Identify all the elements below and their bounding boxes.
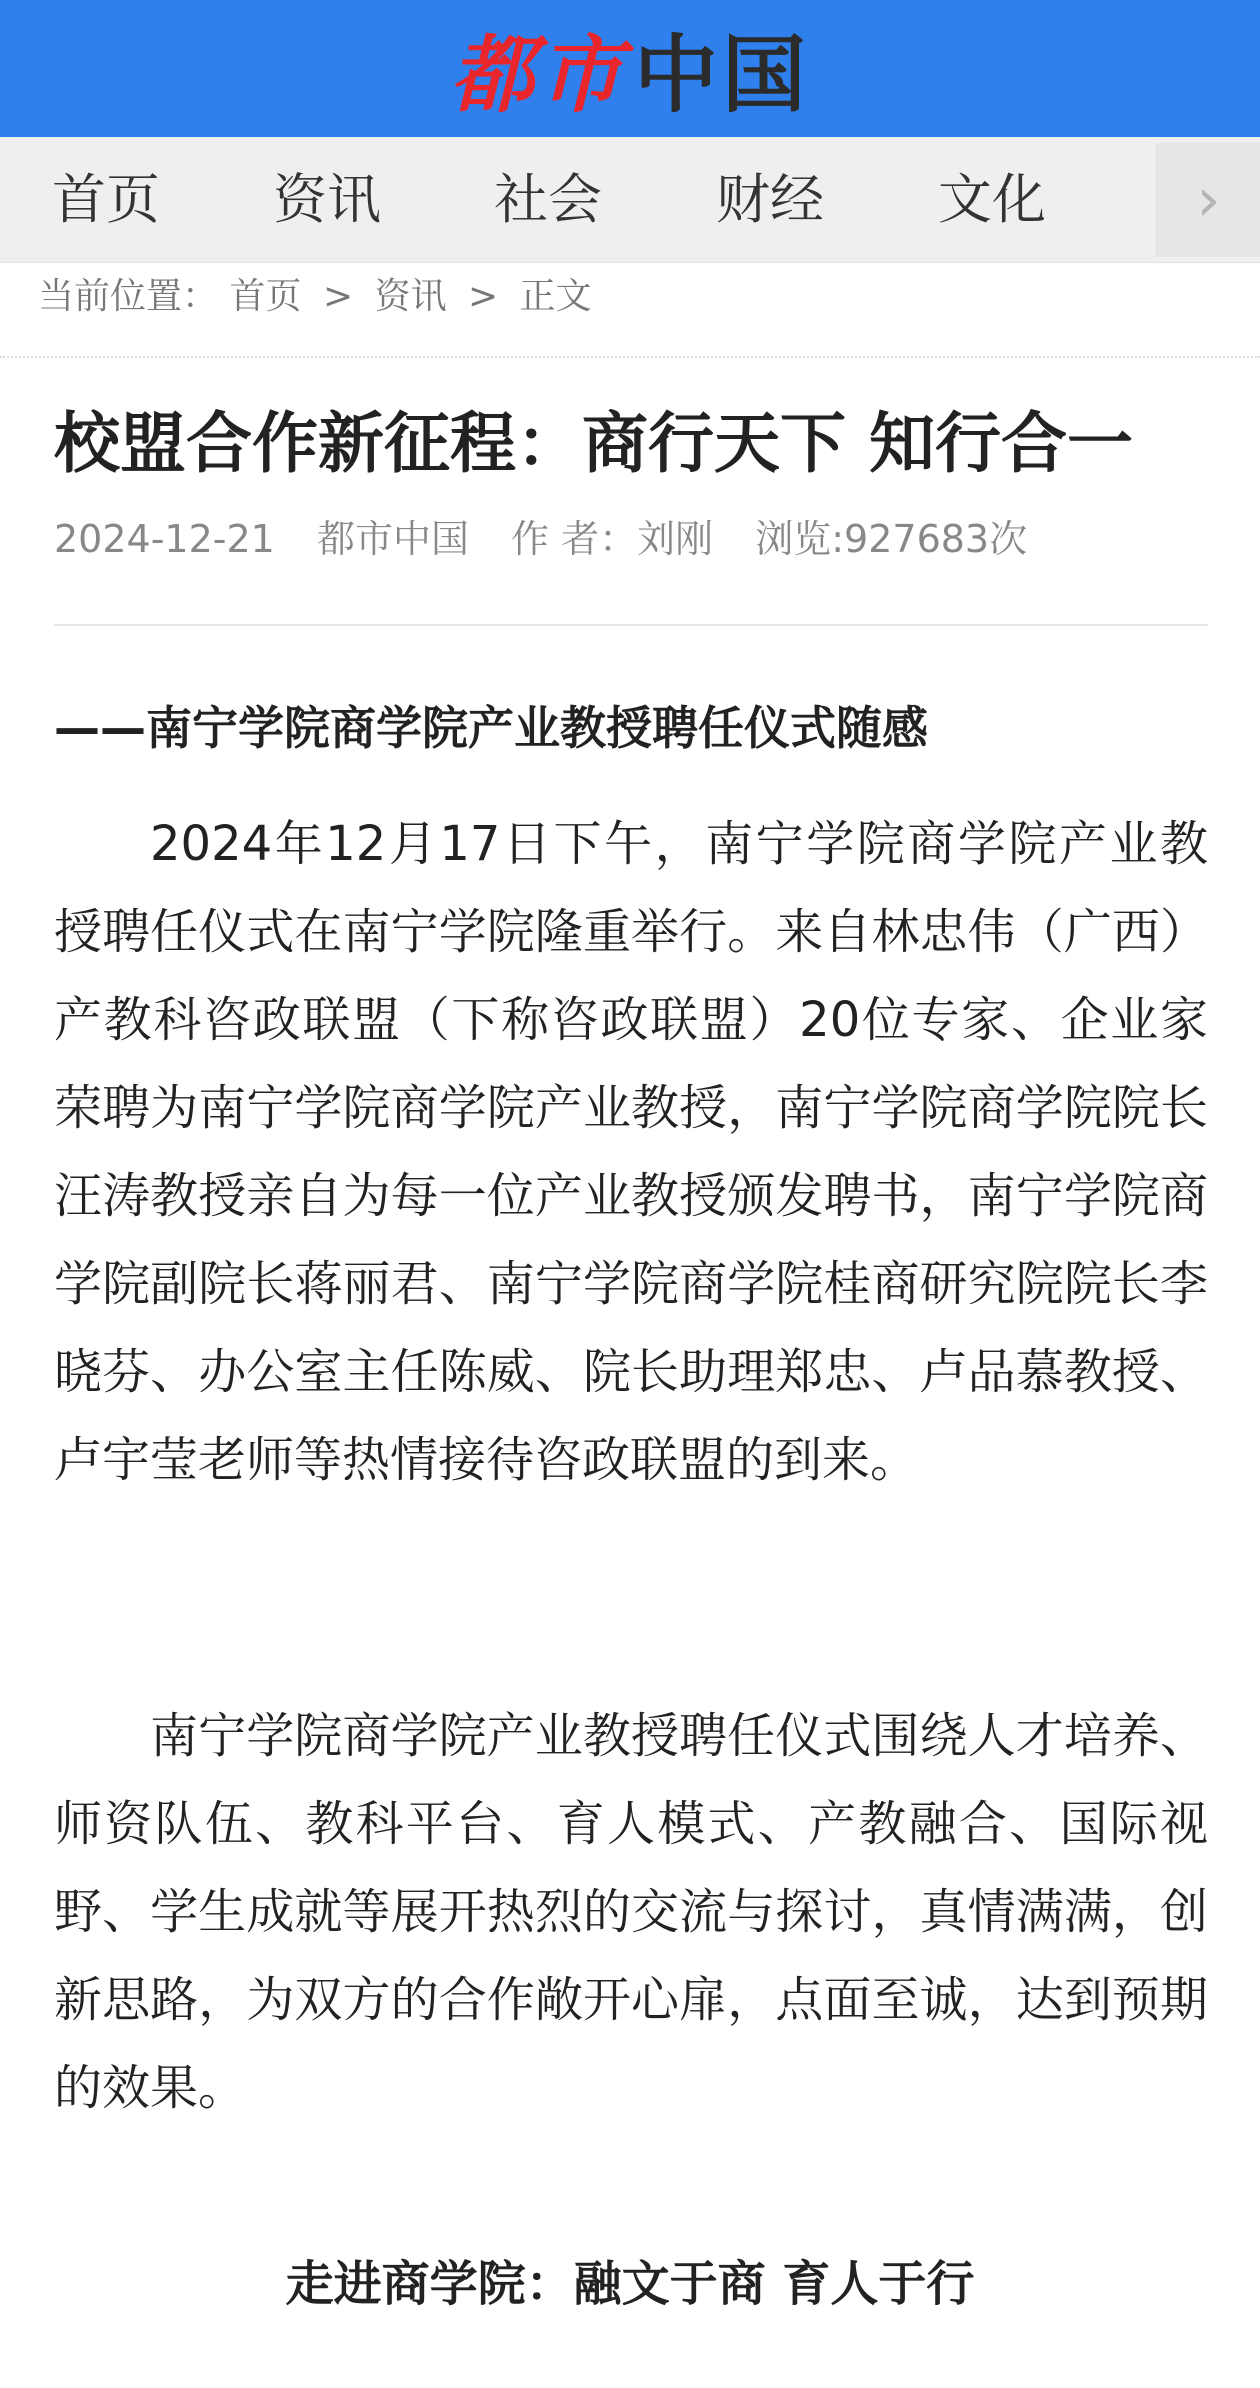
article-paragraph: 2024年12月17日下午，南宁学院商学院产业教授聘任仪式在南宁学院隆重举行。来自林忠伟（广西）产教科咨政联盟（下称咨政联盟）20位专家、企业家荣聘为南宁学院商学院产业教授，南宁学院商学院院长汪涛教授亲自为每一位产业教授颁发聘书，南宁学院商学院副院长蒋丽君、南宁学院商学院桂商研究院院长李晓芬、办公室主任陈威、院长助理郑忠、卢品慕教授、卢宇莹老师等热情接待咨政联盟的到来。 [54, 816, 1208, 1488]
article-title: 校盟合作新征程：商行天下 知行合一 [54, 405, 1133, 482]
nav-more-button[interactable] [1156, 143, 1260, 257]
logo-text-dark: 中国 [634, 26, 811, 124]
breadcrumb-divider [0, 356, 1260, 358]
site-header [0, 0, 1260, 137]
site-logo[interactable] [450, 8, 810, 129]
nav-item-finance[interactable]: 财经 [716, 168, 824, 231]
article-meta [54, 508, 1057, 563]
breadcrumb-separator: > [322, 276, 354, 317]
nav-item-culture[interactable]: 文化 [938, 168, 1046, 231]
logo-text-red: 都市 [449, 25, 626, 124]
nav-item-society[interactable]: 社会 [494, 168, 602, 231]
section-heading: 走进商学院：融文于商 育人于行 [285, 2256, 975, 2312]
article-author: 作 者：刘刚 [511, 517, 714, 561]
article-source: 都市中国 [316, 517, 469, 561]
breadcrumb-prefix: 当前位置： [38, 276, 219, 317]
category-nav [0, 137, 1260, 263]
nav-item-news[interactable]: 资讯 [273, 168, 381, 231]
chevron-right-icon: › [1196, 165, 1221, 235]
breadcrumb-current: 正文 [519, 276, 592, 317]
meta-divider [54, 624, 1208, 626]
breadcrumb-link-news[interactable]: 资讯 [374, 276, 447, 317]
article-views: 浏览:927683次 [755, 517, 1028, 561]
article-paragraph: 南宁学院商学院产业教授聘任仪式围绕人才培养、师资队伍、教科平台、育人模式、产教融合、国际视野、学生成就等展开热烈的交流与探讨，真情满满，创新思路，为双方的合作敞开心扉，点面至诚，达到预期的效果。 [54, 1708, 1208, 2116]
article-date: 2024-12-21 [54, 517, 275, 561]
nav-item-home[interactable]: 首页 [52, 168, 160, 231]
article-subtitle: ——南宁学院商学院产业教授聘任仪式随感 [54, 701, 928, 755]
breadcrumb [38, 272, 592, 322]
breadcrumb-separator: > [468, 276, 499, 317]
breadcrumb-link-home[interactable]: 首页 [229, 276, 302, 317]
